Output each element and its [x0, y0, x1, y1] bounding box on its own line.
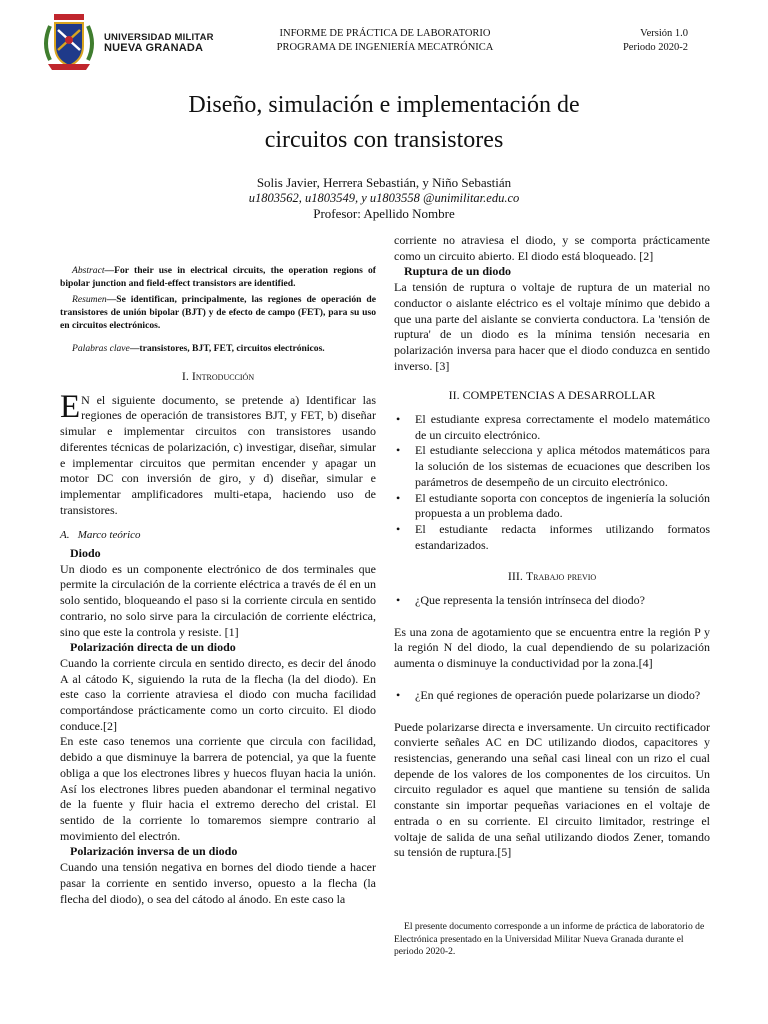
paragraph-polarizacion-inversa: Cuando una tensión negativa en bornes del diodo tiende a hacer pasar la corriente en sentido inverso, opuesto a la flecha (la flecha del diodo), o sea del cátodo al ánodo. En este caso la — [60, 860, 376, 906]
competencias-list — [394, 412, 710, 553]
bullet-glyph: • — [396, 443, 401, 458]
list-item-text: El estudiante redacta informes utilizando formatos estandarizados. — [415, 521, 710, 552]
question-list-1 — [394, 593, 710, 609]
question-item — [394, 593, 710, 609]
header-right — [580, 27, 688, 55]
bullet-glyph: • — [396, 687, 401, 702]
section-title: Trabajo previo — [525, 569, 597, 584]
keywords-label: Palabras clave — [72, 343, 130, 354]
university-name-line1: UNIVERSIDAD MILITAR — [104, 32, 214, 43]
list-item-text: El estudiante selecciona y aplica métodos matemáticos para la solución de los sistemas de ecuaciones que describen los parámetros de desempeño de un circuito electrónico. — [415, 443, 710, 489]
paper-title-line2: circuitos con transistores — [264, 127, 504, 153]
bullet-glyph: • — [396, 412, 401, 427]
introduction-text: N el siguiente documento, se pretende a) Identificar las regiones de operación de transistores BJT, y FET, b) diseñar simular e implementar circuitos con transistores usando diferentes técnicas de polarización, c) investigar, diseñar, simular e implementar circuitos que permitan encender y apagar un motor DC con inversión de giro, y d) diseñar, simular e implementar amplificadores multi-etapa, haciendo uso de transistores. — [60, 392, 376, 517]
list-item — [394, 491, 710, 522]
abstract — [60, 264, 376, 290]
university-crest-logo — [40, 10, 98, 72]
heading-polarizacion-inversa: Polarización inversa de un diodo — [70, 844, 238, 859]
list-item — [394, 522, 710, 553]
answer-paragraph-2: Puede polarizarse directa e inversamente. Un circuito rectificador convierte señales AC en DC utilizando diodos, capacitores y resistencias, generando una señal casi lineal con un rizo el cual depende de los valores de los componentes de los circuitos. Un circuito regulador es aquel que mantiene su tensión de salida constante sin importar pequeñas variaciones en el voltaje de entrada o en su corriente. El circuito limitador, restringe el voltaje de salida de una señal utilizando diodos Zener, tomando su tensión de ruptura.[5] — [394, 719, 710, 860]
list-item-text: El estudiante soporta con conceptos de ingeniería la solución propuesta a un problema dado. — [415, 490, 710, 521]
paragraph-polarizacion-directa-2: En este caso tenemos una corriente que circula con facilidad, debido a que disminuye la barrera de potencial, ya que la fuente obliga a que los electrones libres y huecos fluyan hacia la unión. Así los electrones libres pueden abandonar el terminal negativo de la fuente y fluir hacia el extremo derecho del cristal. El sentido de la corriente lo tomaremos siempre contrario al movimiento del electrón. — [60, 734, 376, 843]
question-item — [394, 688, 710, 704]
footnote: El presente documento corresponde a un informe de práctica de laboratorio de Electrónica presentado en la Universidad Militar Nueva Granada durante el periodo 2020-2. — [394, 921, 705, 958]
section-heading-introduccion — [60, 369, 376, 385]
paper-title-line1: Diseño, simulación e implementación de — [188, 92, 580, 118]
bullet-glyph: • — [396, 521, 401, 536]
list-item — [394, 443, 710, 490]
resumen-text: —Se identifican, principalmente, las regiones de operación de transistores de unión bipolar (BJT) y de efecto de campo (FET), para su uso en circuitos electrónicos. — [60, 294, 376, 331]
paragraph-diodo: Un diodo es un componente electrónico de dos terminales que permite la circulación de la corriente eléctrica a través de él en un solo sentido, bloqueando el paso si la corriente circula en sentido contrario, no solo sirve para la circulación de corriente eléctrica, sino que este la controla y resiste. [1] — [60, 561, 376, 639]
right-column — [394, 233, 710, 861]
question-text: ¿Que representa la tensión intrínseca del diodo? — [415, 593, 645, 608]
list-item — [394, 412, 710, 443]
resumen-label: Resumen — [72, 294, 107, 305]
list-item-text: El estudiante expresa correctamente el modelo matemático de un circuito electrónico. — [415, 412, 710, 442]
header-center — [250, 27, 520, 55]
subsection-label: A. — [60, 529, 70, 542]
bullet-glyph: • — [396, 593, 401, 608]
section-title: COMPETENCIAS A DESARROLLAR — [462, 388, 656, 403]
period-label: Periodo 2020-2 — [622, 42, 688, 53]
drop-cap: E — [60, 388, 81, 425]
author-emails: u1803562, u1803549, y u1803558 @unimilitar.edu.co — [248, 191, 520, 205]
university-name-line2: NUEVA GRANADA — [104, 42, 204, 54]
version-label: Versión 1.0 — [640, 28, 688, 39]
subsection-heading-marco-teorico — [60, 528, 376, 544]
keywords — [60, 342, 376, 355]
section-numeral: III. — [507, 569, 523, 584]
section-title: Introducción — [191, 369, 255, 383]
bullet-glyph: • — [396, 490, 401, 505]
resumen — [60, 293, 376, 332]
section-numeral: I. — [181, 369, 189, 383]
program-name: PROGRAMA DE INGENIERÍA MECATRÓNICA — [276, 42, 494, 53]
authors: Solis Javier, Herrera Sebastián, y Niño Sebastián — [256, 175, 512, 190]
university-name — [104, 33, 214, 53]
question-text: ¿En qué regiones de operación puede polarizarse un diodo? — [415, 687, 701, 702]
heading-ruptura: Ruptura de un diodo — [404, 264, 512, 279]
paragraph-polarizacion-inversa-continued: corriente no atraviesa el diodo, y se comporta prácticamente como un circuito abierto. El diodo está bloqueado. [2] — [394, 233, 710, 263]
professor: Profesor: Apellido Nombre — [313, 206, 455, 221]
section-heading-trabajo-previo — [394, 569, 710, 585]
section-heading-competencias — [394, 388, 710, 404]
paragraph-polarizacion-directa-1: Cuando la corriente circula en sentido directo, es decir del ánodo A al cátodo K, siguiendo la ruta de la flecha (la del diodo). En este caso la corriente atraviesa el diodo con mucha facilidad comportándose prácticamente como un corto circuito. El diodo conduce.[2] — [60, 655, 376, 733]
keywords-text: —transistores, BJT, FET, circuitos electrónicos. — [129, 343, 325, 354]
paper-title — [60, 88, 708, 158]
section-numeral: II. — [448, 388, 460, 403]
abstract-label: Abstract — [72, 265, 105, 276]
answer-paragraph-1: Es una zona de agotamiento que se encuentra entre la región P y la región N del diodo, la cual dependiendo de su polarización aumenta o disminuye la conductividad por la zona.[4] — [394, 624, 710, 671]
report-type: INFORME DE PRÁCTICA DE LABORATORIO — [279, 28, 491, 39]
heading-diodo: Diodo — [70, 546, 101, 561]
left-column — [60, 264, 376, 907]
introduction-paragraph — [60, 388, 376, 519]
question-list-2 — [394, 688, 710, 704]
paragraph-ruptura: La tensión de ruptura o voltaje de ruptura de un material no conductor o aislante eléctrico es el voltaje mínimo que debido a que una parte del aislante se convierta conductora. La 'tensión de ruptura' de un diodo es la mínima tensión necesaria en polarización inversa para hacer que el diodo conduzca en sentido inverso. [3] — [394, 280, 710, 373]
subsection-title: Marco teórico — [77, 529, 141, 542]
heading-polarizacion-directa: Polarización directa de un diodo — [70, 640, 236, 655]
abstract-text: —For their use in electrical circuits, the operation regions of bipolar junction and field-effect transistors are identified. — [60, 265, 376, 289]
